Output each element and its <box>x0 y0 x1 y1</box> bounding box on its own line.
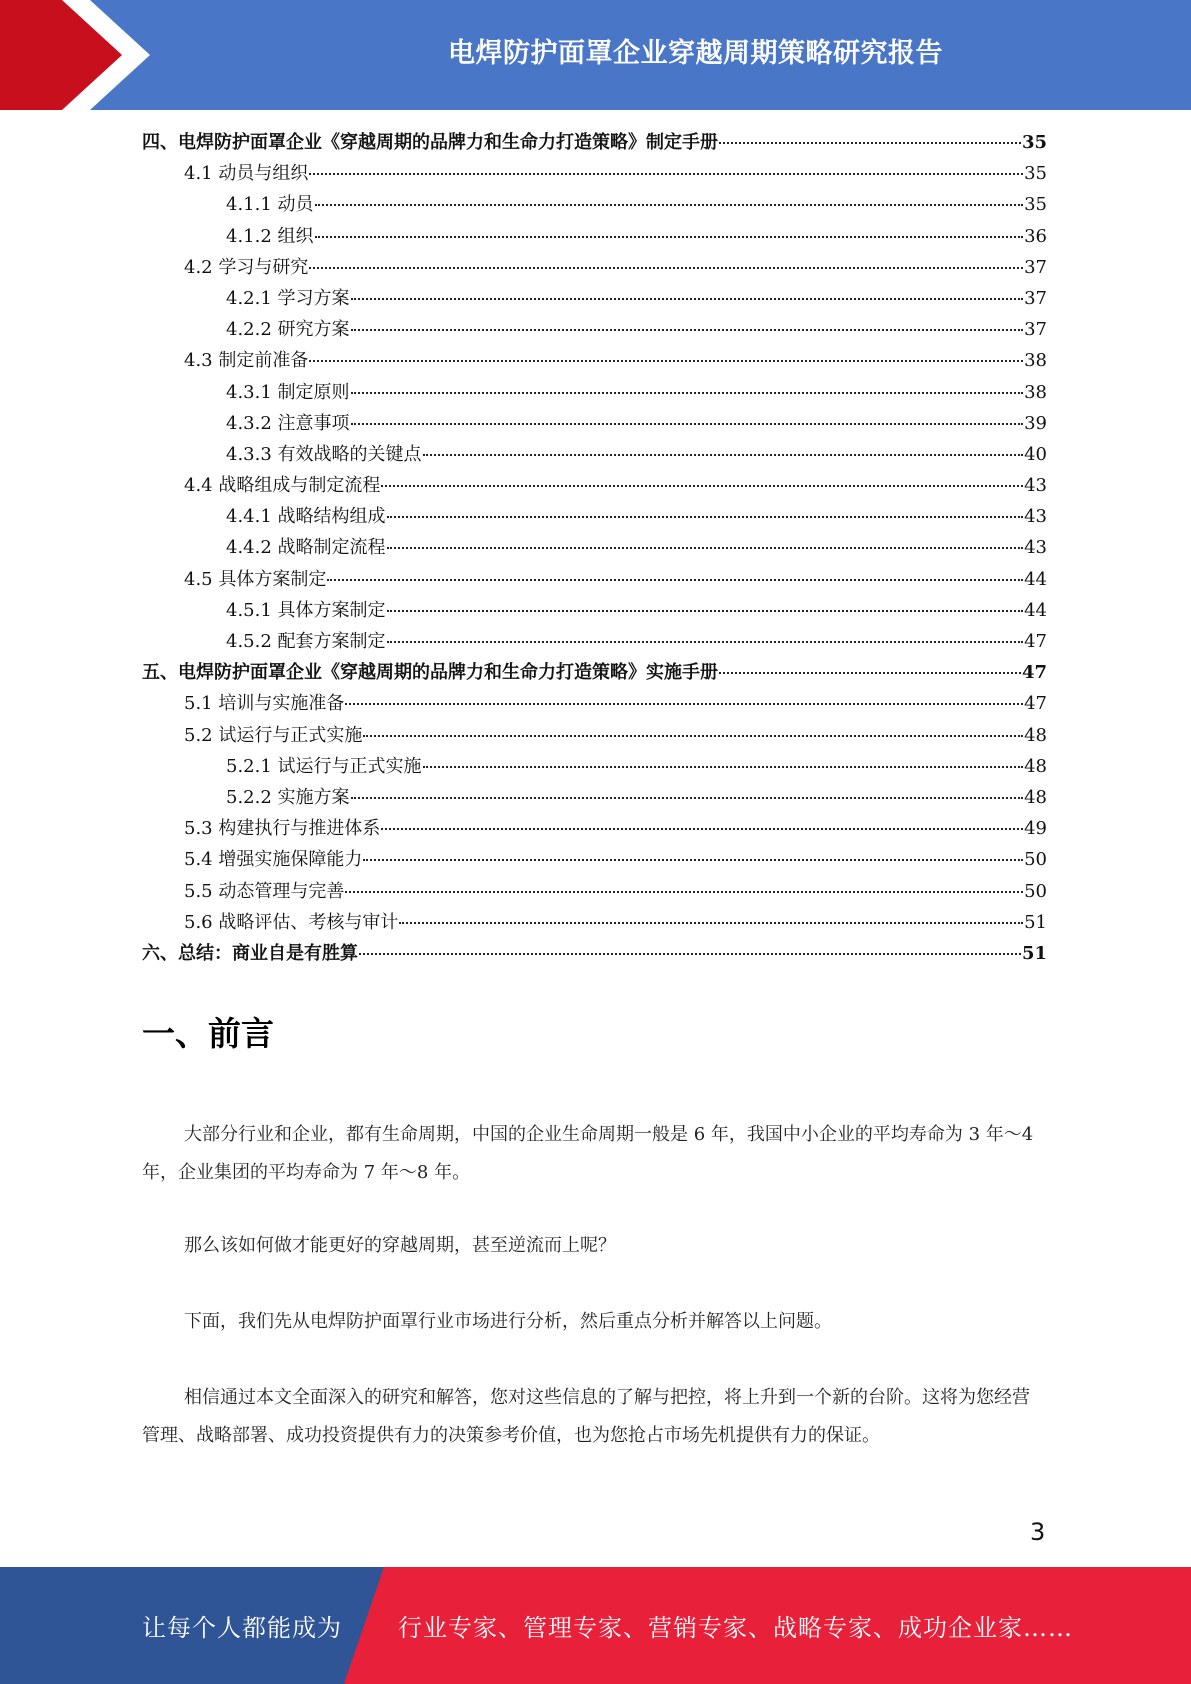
toc-entry-page: 35 <box>1021 132 1047 153</box>
toc-entry-page: 47 <box>1024 631 1047 652</box>
toc-dot-leader <box>381 485 1023 487</box>
toc-entry-page: 35 <box>1024 194 1047 216</box>
toc-dot-leader <box>309 360 1023 362</box>
toc-entry[interactable] <box>142 627 1047 658</box>
toc-entry-label: 四、电焊防护面罩企业《穿越周期的品牌力和生命力打造策略》制定手册 <box>142 132 718 153</box>
toc-dot-leader <box>719 142 1021 144</box>
toc-entry[interactable] <box>142 128 1047 159</box>
toc-entry-page: 35 <box>1024 163 1047 185</box>
toc-entry[interactable] <box>142 814 1047 845</box>
toc-dot-leader <box>399 922 1023 924</box>
toc-entry-page: 44 <box>1024 568 1047 590</box>
toc-entry[interactable] <box>142 253 1047 284</box>
toc-entry-label: 4.2 学习与研究 <box>184 256 309 278</box>
toc-entry[interactable] <box>142 159 1047 190</box>
toc-dot-leader <box>387 547 1024 549</box>
toc-entry[interactable] <box>142 440 1047 471</box>
toc-entry[interactable] <box>142 502 1047 533</box>
toc-entry[interactable] <box>142 721 1047 752</box>
toc-entry-page: 48 <box>1024 724 1047 746</box>
footer-slogan-right: 行业专家、管理专家、营销专家、战略专家、成功企业家…… <box>398 1614 1073 1642</box>
toc-entry-label: 5.6 战略评估、考核与审计 <box>184 911 399 933</box>
toc-entry-page: 43 <box>1024 475 1047 497</box>
toc-dot-leader <box>351 392 1024 394</box>
toc-entry[interactable] <box>142 315 1047 346</box>
toc-entry-label: 5.2 试运行与正式实施 <box>184 724 363 746</box>
toc-dot-leader <box>345 703 1023 705</box>
toc-entry-page: 36 <box>1024 225 1047 247</box>
toc-entry-page: 51 <box>1021 942 1047 964</box>
toc-entry-page: 50 <box>1024 880 1047 902</box>
toc-dot-leader <box>351 797 1024 799</box>
toc-entry[interactable] <box>142 596 1047 627</box>
toc-entry-page: 48 <box>1024 786 1047 808</box>
toc-dot-leader <box>315 236 1024 238</box>
toc-entry-label: 4.3 制定前准备 <box>184 350 309 372</box>
toc-entry[interactable] <box>142 346 1047 377</box>
toc-entry[interactable] <box>142 908 1047 939</box>
toc-entry-label: 4.3.2 注意事项 <box>226 412 350 434</box>
toc-entry-label: 5.3 构建执行与推进体系 <box>184 818 381 840</box>
toc-entry-page: 43 <box>1024 537 1047 559</box>
paragraph-1: 大部分行业和企业，都有生命周期，中国的企业生命周期一般是 6 年，我国中小企业的平均寿命为 3 年～4 年，企业集团的平均寿命为 7 年～8 年。 <box>142 1124 1034 1183</box>
toc-entry[interactable] <box>142 877 1047 908</box>
toc-entry-label: 4.1 动员与组织 <box>184 163 309 185</box>
toc-entry-page: 44 <box>1024 599 1047 621</box>
toc-dot-leader <box>719 672 1021 674</box>
toc-entry-label: 4.4.2 战略制定流程 <box>226 537 386 559</box>
toc-dot-leader <box>351 423 1024 425</box>
toc-dot-leader <box>359 953 1021 955</box>
toc-entry-page: 37 <box>1024 256 1047 278</box>
toc-entry-page: 51 <box>1024 911 1047 933</box>
toc-entry-page: 40 <box>1024 443 1047 465</box>
toc-entry-label: 4.1.2 组织 <box>226 225 314 247</box>
toc-dot-leader <box>387 516 1024 518</box>
toc-dot-leader <box>315 204 1024 206</box>
toc-entry-label: 4.4.1 战略结构组成 <box>226 506 386 528</box>
paragraph-3: 下面，我们先从电焊防护面罩行业市场进行分析，然后重点分析并解答以上问题。 <box>184 1311 832 1332</box>
toc-entry[interactable] <box>142 783 1047 814</box>
toc-entry-label: 5.2.2 实施方案 <box>226 786 350 808</box>
paragraph-4: 相信通过本文全面深入的研究和解答，您对这些信息的了解与把控，将上升到一个新的台阶。这将为您经营管理、战略部署、成功投资提供有力的决策参考价值，也为您抢占市场先机提供有力的保证。 <box>142 1387 1030 1446</box>
toc-dot-leader <box>345 891 1023 893</box>
toc-entry-label: 4.3.1 制定原则 <box>226 381 350 403</box>
toc-entry[interactable] <box>142 222 1047 253</box>
toc-dot-leader <box>423 766 1024 768</box>
header-banner <box>0 0 1191 110</box>
toc-entry[interactable] <box>142 565 1047 596</box>
toc-entry[interactable] <box>142 533 1047 564</box>
toc-dot-leader <box>387 610 1024 612</box>
toc-entry-label: 4.1.1 动员 <box>226 194 314 216</box>
page-number: 3 <box>1030 1518 1046 1546</box>
toc-entry-label: 5.1 培训与实施准备 <box>184 693 345 715</box>
toc-entry-page: 39 <box>1024 412 1047 434</box>
toc-entry[interactable] <box>142 658 1047 689</box>
toc-dot-leader <box>327 579 1023 581</box>
toc-entry-label: 4.4 战略组成与制定流程 <box>184 475 381 497</box>
toc-entry-page: 48 <box>1024 755 1047 777</box>
toc-entry-page: 38 <box>1024 381 1047 403</box>
toc-dot-leader <box>309 267 1023 269</box>
toc-entry-label: 5.4 增强实施保障能力 <box>184 849 363 871</box>
toc-entry-label: 六、总结：商业自是有胜算 <box>142 942 358 964</box>
toc-entry-page: 49 <box>1024 818 1047 840</box>
toc-entry-label: 5.2.1 试运行与正式实施 <box>226 755 422 777</box>
toc-entry-page: 38 <box>1024 350 1047 372</box>
toc-entry-label: 4.5.1 具体方案制定 <box>226 599 386 621</box>
toc-entry[interactable] <box>142 845 1047 876</box>
toc-dot-leader <box>351 298 1024 300</box>
toc-entry[interactable] <box>142 471 1047 502</box>
section-heading: 一、前言 <box>142 1014 274 1053</box>
toc-entry-page: 47 <box>1024 693 1047 715</box>
toc-entry[interactable] <box>142 378 1047 409</box>
toc-dot-leader <box>309 173 1023 175</box>
table-of-contents <box>142 128 1047 970</box>
toc-entry[interactable] <box>142 939 1047 970</box>
toc-dot-leader <box>381 828 1023 830</box>
toc-entry-page: 50 <box>1024 849 1047 871</box>
toc-entry-page: 47 <box>1021 662 1047 684</box>
toc-entry[interactable] <box>142 689 1047 720</box>
toc-entry-label: 4.3.3 有效战略的关键点 <box>226 443 422 465</box>
toc-dot-leader <box>387 641 1024 643</box>
footer-slogan-left: 让每个人都能成为 <box>142 1614 342 1642</box>
toc-entry[interactable] <box>142 190 1047 221</box>
paragraph-2: 那么该如何做才能更好的穿越周期，甚至逆流而上呢？ <box>184 1235 616 1256</box>
toc-entry-label: 4.5.2 配套方案制定 <box>226 631 386 652</box>
document-title: 电焊防护面罩企业穿越周期策略研究报告 <box>448 37 943 69</box>
toc-dot-leader <box>351 329 1024 331</box>
toc-entry[interactable] <box>142 409 1047 440</box>
toc-entry-label: 4.2.2 研究方案 <box>226 319 350 341</box>
toc-dot-leader <box>363 735 1023 737</box>
toc-entry[interactable] <box>142 752 1047 783</box>
toc-entry-page: 37 <box>1024 319 1047 341</box>
footer-banner <box>0 1567 1191 1684</box>
toc-entry-page: 43 <box>1024 506 1047 528</box>
toc-entry-label: 五、电焊防护面罩企业《穿越周期的品牌力和生命力打造策略》实施手册 <box>142 662 718 684</box>
toc-dot-leader <box>423 454 1024 456</box>
toc-entry-label: 5.5 动态管理与完善 <box>184 880 345 902</box>
toc-dot-leader <box>363 859 1023 861</box>
toc-entry-label: 4.2.1 学习方案 <box>226 287 350 309</box>
toc-entry-page: 37 <box>1024 287 1047 309</box>
toc-entry-label: 4.5 具体方案制定 <box>184 568 327 590</box>
toc-entry[interactable] <box>142 284 1047 315</box>
